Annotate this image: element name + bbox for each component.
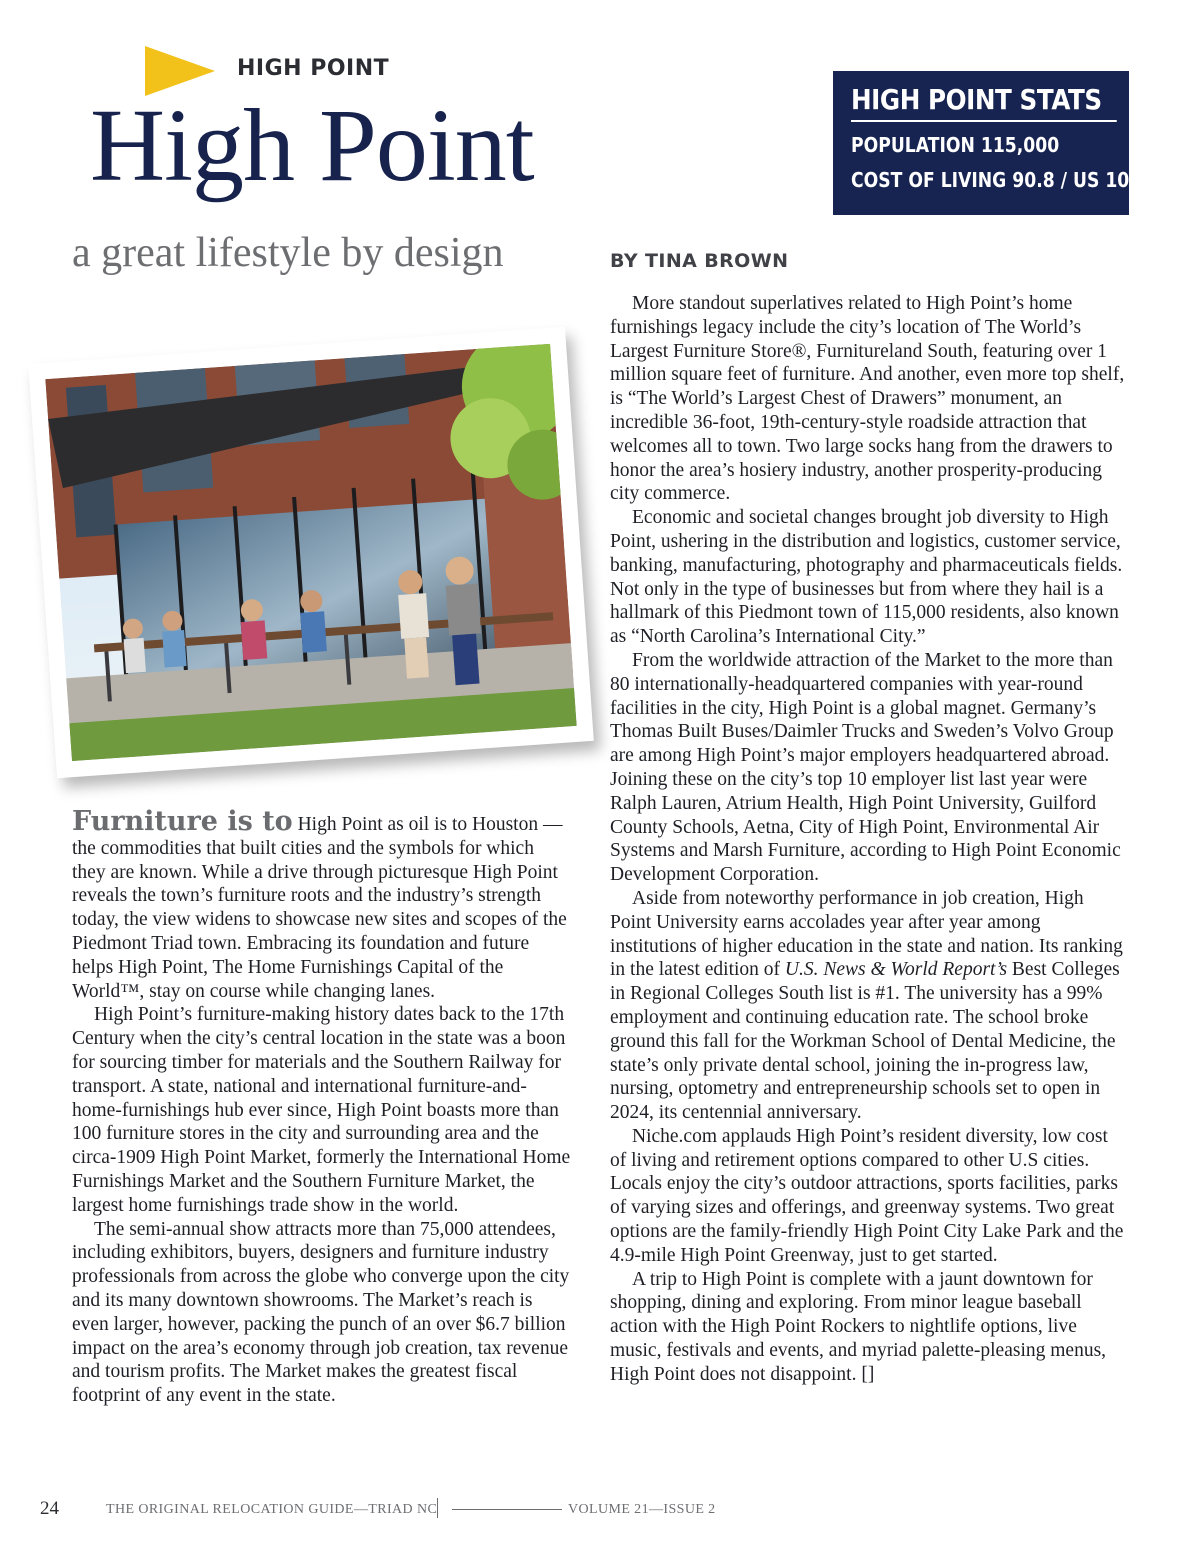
page-subtitle: a great lifestyle by design [72,230,504,276]
article-paragraph: Niche.com applauds High Point’s resident diversity, low cost of living and retirement options compared to other U.S cities. Locals enjoy the city’s outdoor attractions, sports facilities, parks of varying sizes and offerings, and greenway systems. Two great options are the family-friendly High Point City Lake Park and the 4.9-mile High Point Greenway, just to get started. [610,1125,1124,1266]
paragraph-text: Best Colleges in Regional Colleges South list is #1. The university has a 99% employment and continuing education rate. The school broke ground this fall for the Workman School of Dental Medicine, the state’s only private dental school, joining the in-progress law, nursing, optometry and entrepreneurship schools set to open in 2024, its centennial anniversary. [610,959,1120,1124]
stats-box [833,71,1142,215]
article-paragraph: Economic and societal changes brought job diversity to High Point, ushering in the distribution and logistics, customer service, banking, manufacturing, photography and pharmaceuticals fields. Not only in the type of businesses but from where they hail is a hallmark of this Piedmont town of 115,000 residents, also known as “North Carolina’s International City.” [610,507,1123,648]
article-paragraph: From the worldwide attraction of the Market to the more than 80 internationally-headquartered companies with year-round facilities in the city, High Point is a global magnet. Germany’s Thomas Built Buses/Daimler Trucks and Sweden’s Volvo Group are among High Point’s major employers headquartered abroad. Joining these on the city’s top 10 employer list last year were Ralph Lauren, Atrium Health, High Point University, Guilford County Schools, Aetna, City of High Point, Environmental Air Systems and Marsh Furniture, according to High Point Economic Development Corporation. [610,649,1121,886]
article-paragraph: More standout superlatives related to High Point’s home furnishings legacy include the city’s location of The World’s Largest Furniture Store®, Furnitureland South, featuring over 1 million square feet of furniture. And another, even more top shelf, is “The World’s Largest Chest of Drawers” monument, an incredible 36-foot, 19th-century-style roadside attraction that welcomes all to town. Two large socks hang from the drawers to honor the area’s hosiery industry, another prosperity-producing city commerce. [610,293,1125,505]
article-paragraph [72,806,572,1003]
footer-rule [452,1509,562,1510]
publication-name: THE ORIGINAL RELOCATION GUIDE—TRIAD NC [106,1502,438,1517]
article-right-column [610,292,1125,1387]
footer-divider [437,1498,438,1518]
paragraph-text: Aside from noteworthy performance in job creation, High Point University earns accolades year after year among institutions of higher education in the state and nation. Its ranking in the latest edition of [610,887,1123,981]
page-title: High Point [90,88,534,203]
article-paragraph: High Point’s furniture-making history dates back to the 17th Century when the city’s central location in the state was a boon for sourcing timber for materials and the Southern Railway for transport. A state, national and international furniture-and-home-furnishings hub ever since, High Point boasts more than 100 furniture stores in the city and surrounding area and the circa-1909 High Point Market, formerly the International Home Furnishings Market and the Southern Furniture Market, the largest home furnishings trade show in the world. [72,1004,571,1216]
article-photo [28,327,594,779]
issue-label: VOLUME 21—ISSUE 2 [568,1502,716,1517]
section-label: HIGH POINT [237,56,390,81]
article-paragraph: A trip to High Point is complete with a jaunt downtown for shopping, dining and exploring. From minor league baseball action with the High Point Rockers to nightlife options, live music, festivals and events, and myriad palette-pleasing menus, High Point does not disappoint. [] [610,1268,1107,1385]
page-number: 24 [40,1498,59,1519]
byline: BY TINA BROWN [610,250,789,272]
article-left-column [72,806,572,1408]
lead-in: Furniture is to [72,806,293,837]
page-footer [0,1496,1200,1526]
article-paragraph: The semi-annual show attracts more than 75,000 attendees, including exhibitors, buyers, designers and furniture industry professionals from across the globe who converge upon the city and its many downtown showrooms. The Market’s reach is even larger, however, packing the punch of an over $6.7 billion impact on the area’s economy through job creation, tax revenue and tourism profits. The Market makes the greatest fiscal footprint of any event in the state. [72,1218,570,1407]
stats-title: HIGH POINT STATS [851,83,1116,122]
paragraph-text: High Point as oil is to Houston — the commodities that built cities and the symbols for which they are known. While a drive through picturesque High Point reveals the town’s furniture roots and the industry’s strength today, the view widens to showcase new sites and scopes of the Piedmont Triad town. Embracing its foundation and future helps High Point, The Home Furnishings Capital of the World™, stay on course while changing lanes. [72,814,567,1002]
article-paragraph [610,887,1125,1125]
stats-cost-of-living: COST OF LIVING 90.8 / US 100 [851,168,1142,192]
restaurant-patio-photo-icon [45,344,576,761]
stats-population: POPULATION 115,000 [851,133,1060,157]
publication-name: U.S. News & World Report’s [784,959,1008,981]
